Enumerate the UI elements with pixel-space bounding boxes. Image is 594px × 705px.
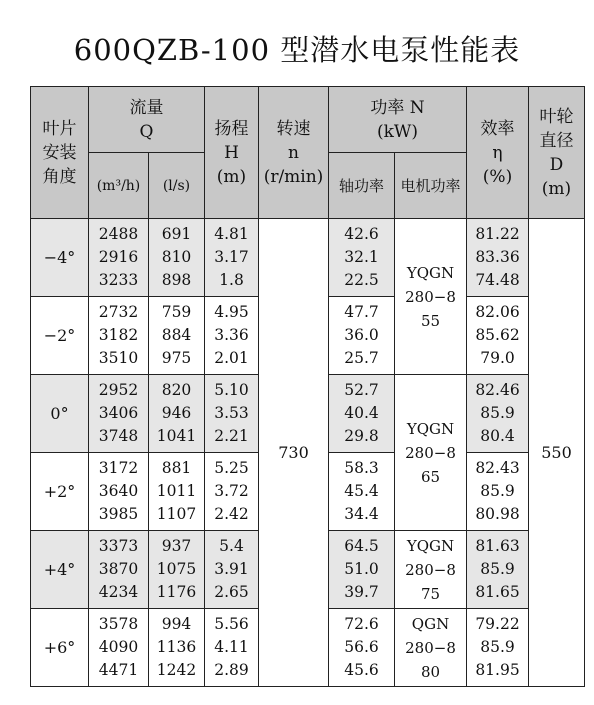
- cell-value: 3373: [98, 537, 139, 555]
- cell-value: 85.9: [480, 482, 515, 500]
- cell-value: 85.62: [475, 326, 520, 344]
- cell-value: 3182: [98, 326, 139, 344]
- flow-m3h-cell: [89, 453, 149, 531]
- cell-value: 2.65: [214, 583, 249, 601]
- blade-angle-cell: +6°: [31, 609, 89, 687]
- head-cell: [205, 375, 259, 453]
- cell-value: 83.36: [475, 248, 520, 266]
- cell-value: 5.25: [214, 459, 249, 477]
- cell-value: 3.36: [214, 326, 249, 344]
- cell-value: 3510: [98, 349, 139, 367]
- cell-value: 1242: [156, 661, 197, 679]
- blade-angle-cell: +2°: [31, 453, 89, 531]
- cell-value: 25.7: [344, 349, 379, 367]
- header-efficiency: 效率 η (%): [467, 87, 529, 219]
- cell-value: 85.9: [480, 404, 515, 422]
- blade-angle-cell: 0°: [31, 375, 89, 453]
- motor-line: 75: [420, 584, 441, 603]
- shaft-power-cell: [329, 453, 395, 531]
- cell-value: 759: [161, 303, 192, 321]
- cell-value: 3.72: [214, 482, 249, 500]
- motor-line: 55: [420, 311, 441, 330]
- cell-value: 820: [161, 381, 192, 399]
- cell-value: 2732: [98, 303, 139, 321]
- cell-value: 85.9: [480, 638, 515, 656]
- cell-value: 81.63: [475, 537, 520, 555]
- efficiency-cell: [467, 531, 529, 609]
- flow-ls-cell: [149, 609, 205, 687]
- cell-value: 64.5: [344, 537, 379, 555]
- cell-value: 81.95: [475, 661, 520, 679]
- motor-line: 280−8: [405, 443, 456, 462]
- cell-value: 85.9: [480, 560, 515, 578]
- speed-cell: 730: [259, 219, 329, 687]
- shaft-power-cell: [329, 219, 395, 297]
- motor-line: 65: [420, 467, 441, 486]
- cell-value: 1.8: [219, 271, 244, 289]
- head-cell: [205, 453, 259, 531]
- cell-value: 2916: [98, 248, 139, 266]
- motor-line: 280−8: [405, 287, 456, 306]
- cell-value: 1176: [156, 583, 197, 601]
- head-cell: [205, 609, 259, 687]
- cell-value: 2.21: [214, 427, 249, 445]
- flow-ls-cell: [149, 531, 205, 609]
- header-flow-ls: (l/s): [149, 153, 205, 219]
- cell-value: 1041: [156, 427, 197, 445]
- header-head: 扬程 H (m): [205, 87, 259, 219]
- cell-value: 82.43: [475, 459, 520, 477]
- header-impeller-diameter: 叶轮 直径 D (m): [529, 87, 585, 219]
- cell-value: 1136: [156, 638, 197, 656]
- flow-ls-cell: [149, 375, 205, 453]
- cell-value: 994: [161, 615, 192, 633]
- cell-value: 4.81: [214, 225, 249, 243]
- cell-value: 32.1: [344, 248, 379, 266]
- flow-m3h-cell: [89, 609, 149, 687]
- cell-value: 3.53: [214, 404, 249, 422]
- head-cell: [205, 531, 259, 609]
- shaft-power-cell: [329, 375, 395, 453]
- flow-m3h-cell: [89, 375, 149, 453]
- cell-value: 4090: [98, 638, 139, 656]
- header-flow-m3h: (m³/h): [89, 153, 149, 219]
- cell-value: 74.48: [475, 271, 520, 289]
- efficiency-cell: [467, 297, 529, 375]
- motor-power-cell: [395, 531, 467, 609]
- table-row: [31, 219, 585, 297]
- cell-value: 29.8: [344, 427, 379, 445]
- motor-line: QGN: [411, 614, 450, 633]
- cell-value: 2488: [98, 225, 139, 243]
- shaft-power-cell: [329, 297, 395, 375]
- cell-value: 79.0: [480, 349, 515, 367]
- cell-value: 81.65: [475, 583, 520, 601]
- cell-value: 36.0: [344, 326, 379, 344]
- cell-value: 3233: [98, 271, 139, 289]
- motor-line: 280−8: [405, 638, 456, 657]
- cell-value: 45.6: [344, 661, 379, 679]
- flow-m3h-cell: [89, 297, 149, 375]
- motor-line: YQGN: [406, 536, 455, 555]
- cell-value: 3870: [98, 560, 139, 578]
- cell-value: 3406: [98, 404, 139, 422]
- cell-value: 45.4: [344, 482, 379, 500]
- cell-value: 82.06: [475, 303, 520, 321]
- cell-value: 4471: [98, 661, 139, 679]
- efficiency-cell: [467, 609, 529, 687]
- cell-value: 5.56: [214, 615, 249, 633]
- cell-value: 2.42: [214, 505, 249, 523]
- cell-value: 52.7: [344, 381, 379, 399]
- cell-value: 2.89: [214, 661, 249, 679]
- efficiency-cell: [467, 375, 529, 453]
- performance-table: [30, 86, 585, 687]
- cell-value: 72.6: [344, 615, 379, 633]
- efficiency-cell: [467, 453, 529, 531]
- header-flow: 流量 Q: [89, 87, 205, 153]
- cell-value: 4.95: [214, 303, 249, 321]
- header-motor-power: 电机功率: [395, 153, 467, 219]
- cell-value: 2952: [98, 381, 139, 399]
- cell-value: 47.7: [344, 303, 379, 321]
- cell-value: 39.7: [344, 583, 379, 601]
- cell-value: 881: [161, 459, 192, 477]
- header-shaft-power: 轴功率: [329, 153, 395, 219]
- header-speed: 转速 n (r/min): [259, 87, 329, 219]
- cell-value: 884: [161, 326, 192, 344]
- motor-power-cell: [395, 609, 467, 687]
- blade-angle-cell: −2°: [31, 297, 89, 375]
- cell-value: 937: [161, 537, 192, 555]
- cell-value: 56.6: [344, 638, 379, 656]
- cell-value: 5.4: [219, 537, 244, 555]
- cell-value: 80.4: [480, 427, 515, 445]
- cell-value: 51.0: [344, 560, 379, 578]
- cell-value: 946: [161, 404, 192, 422]
- shaft-power-cell: [329, 531, 395, 609]
- cell-value: 82.46: [475, 381, 520, 399]
- cell-value: 4.11: [214, 638, 249, 656]
- cell-value: 1075: [156, 560, 197, 578]
- cell-value: 80.98: [475, 505, 520, 523]
- cell-value: 42.6: [344, 225, 379, 243]
- head-cell: [205, 219, 259, 297]
- head-cell: [205, 297, 259, 375]
- table-body: [31, 219, 585, 687]
- motor-line: 280−8: [405, 560, 456, 579]
- blade-angle-cell: +4°: [31, 531, 89, 609]
- page-title: 600QZB-100 型潜水电泵性能表: [73, 33, 521, 67]
- cell-value: 898: [161, 271, 192, 289]
- header-blade-angle: 叶片 安装 角度: [31, 87, 89, 219]
- cell-value: 975: [161, 349, 192, 367]
- header-power: 功率 N (kW): [329, 87, 467, 153]
- cell-value: 5.10: [214, 381, 249, 399]
- cell-value: 3640: [98, 482, 139, 500]
- cell-value: 3985: [98, 505, 139, 523]
- impeller-diameter-cell: 550: [529, 219, 585, 687]
- cell-value: 3578: [98, 615, 139, 633]
- cell-value: 810: [161, 248, 192, 266]
- flow-m3h-cell: [89, 531, 149, 609]
- motor-power-cell: [395, 219, 467, 375]
- flow-ls-cell: [149, 453, 205, 531]
- shaft-power-cell: [329, 609, 395, 687]
- cell-value: 4234: [98, 583, 139, 601]
- flow-ls-cell: [149, 219, 205, 297]
- motor-power-cell: [395, 375, 467, 531]
- cell-value: 691: [161, 225, 192, 243]
- cell-value: 3.17: [214, 248, 249, 266]
- motor-line: YQGN: [406, 263, 455, 282]
- flow-ls-cell: [149, 297, 205, 375]
- cell-value: 2.01: [214, 349, 249, 367]
- cell-value: 79.22: [475, 615, 520, 633]
- cell-value: 34.4: [344, 505, 379, 523]
- motor-line: 80: [420, 662, 441, 681]
- cell-value: 40.4: [344, 404, 379, 422]
- flow-m3h-cell: [89, 219, 149, 297]
- cell-value: 1107: [156, 505, 197, 523]
- cell-value: 58.3: [344, 459, 379, 477]
- efficiency-cell: [467, 219, 529, 297]
- cell-value: 1011: [156, 482, 197, 500]
- cell-value: 81.22: [475, 225, 520, 243]
- cell-value: 3748: [98, 427, 139, 445]
- cell-value: 22.5: [344, 271, 379, 289]
- cell-value: 3172: [98, 459, 139, 477]
- blade-angle-cell: −4°: [31, 219, 89, 297]
- motor-line: YQGN: [406, 419, 455, 438]
- cell-value: 3.91: [214, 560, 249, 578]
